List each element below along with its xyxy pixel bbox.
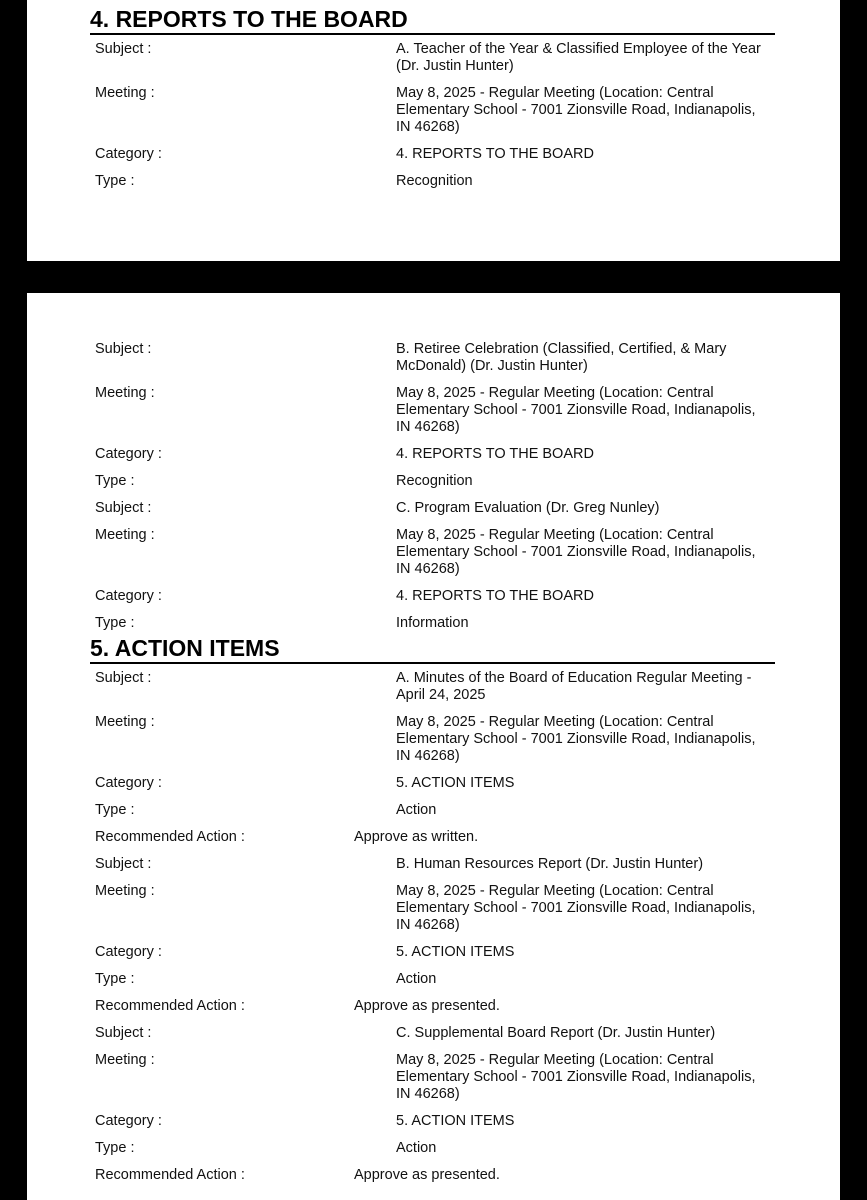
- subject-row: [95, 341, 795, 375]
- subject-row: [95, 856, 795, 873]
- meeting-label: Meeting :: [95, 1052, 155, 1068]
- subject-value: B. Human Resources Report (Dr. Justin Hunter): [396, 856, 704, 872]
- type-label: Type :: [95, 615, 135, 631]
- category-label: Category :: [95, 446, 162, 462]
- subject-value: C. Program Evaluation (Dr. Greg Nunley): [396, 500, 660, 516]
- subject-label: Subject :: [95, 856, 152, 872]
- type-row: [95, 802, 795, 819]
- subject-value: C. Supplemental Board Report (Dr. Justin Hunter): [396, 1025, 716, 1041]
- category-value: 5. ACTION ITEMS: [396, 944, 515, 960]
- meeting-row: [95, 385, 795, 436]
- meeting-label: Meeting :: [95, 527, 155, 543]
- subject-label: Subject :: [95, 41, 152, 57]
- subject-value: B. Retiree Celebration (Classified, Certified, & Mary McDonald) (Dr. Justin Hunter): [396, 341, 727, 374]
- section-4-continued: [95, 341, 795, 642]
- meeting-label: Meeting :: [95, 85, 155, 101]
- category-row: [95, 588, 795, 605]
- page-1: [27, 0, 840, 261]
- meeting-row: [95, 1052, 795, 1103]
- category-row: [95, 944, 795, 961]
- category-row: [95, 446, 795, 463]
- type-value: Recognition: [396, 173, 473, 189]
- type-row: [95, 971, 795, 988]
- category-value: 4. REPORTS TO THE BOARD: [396, 588, 594, 604]
- subject-value: A. Minutes of the Board of Education Regular Meeting - April 24, 2025: [396, 670, 752, 703]
- meeting-value: May 8, 2025 - Regular Meeting (Location: Central Elementary School - 7001 Zionsville Road, Indianapolis, IN 46268): [396, 85, 756, 135]
- category-value: 5. ACTION ITEMS: [396, 1113, 515, 1129]
- type-row: [95, 473, 795, 490]
- subject-label: Subject :: [95, 670, 152, 686]
- recommended-action-row: [95, 829, 795, 846]
- type-row: [95, 173, 795, 190]
- meeting-value: May 8, 2025 - Regular Meeting (Location: Central Elementary School - 7001 Zionsville Road, Indianapolis, IN 46268): [396, 714, 756, 764]
- type-label: Type :: [95, 473, 135, 489]
- recommended-action-value: Approve as presented.: [354, 1167, 500, 1183]
- recommended-action-value: Approve as presented.: [354, 998, 500, 1014]
- category-value: 4. REPORTS TO THE BOARD: [396, 446, 594, 462]
- category-row: [95, 775, 795, 792]
- type-label: Type :: [95, 802, 135, 818]
- category-label: Category :: [95, 146, 162, 162]
- section-heading-action-items: 5. ACTION ITEMS: [90, 635, 775, 664]
- category-label: Category :: [95, 944, 162, 960]
- meeting-row: [95, 85, 795, 136]
- subject-row: [95, 1025, 795, 1042]
- category-value: 5. ACTION ITEMS: [396, 775, 515, 791]
- subject-label: Subject :: [95, 500, 152, 516]
- item-4a: [95, 41, 795, 200]
- section-heading-reports: 4. REPORTS TO THE BOARD: [90, 6, 775, 35]
- recommended-action-label: Recommended Action :: [95, 1167, 245, 1183]
- recommended-action-label: Recommended Action :: [95, 829, 245, 845]
- subject-label: Subject :: [95, 341, 152, 357]
- type-row: [95, 615, 795, 632]
- meeting-label: Meeting :: [95, 714, 155, 730]
- category-label: Category :: [95, 775, 162, 791]
- type-value: Action: [396, 802, 437, 818]
- category-value: 4. REPORTS TO THE BOARD: [396, 146, 594, 162]
- page-2: [27, 293, 840, 1200]
- type-value: Action: [396, 1140, 437, 1156]
- meeting-label: Meeting :: [95, 883, 155, 899]
- subject-row: [95, 670, 795, 704]
- subject-row: [95, 41, 795, 75]
- type-value: Recognition: [396, 473, 473, 489]
- category-row: [95, 1113, 795, 1130]
- recommended-action-label: Recommended Action :: [95, 998, 245, 1014]
- category-label: Category :: [95, 1113, 162, 1129]
- type-value: Information: [396, 615, 469, 631]
- recommended-action-row: [95, 1167, 795, 1184]
- subject-row: [95, 500, 795, 517]
- meeting-label: Meeting :: [95, 385, 155, 401]
- category-row: [95, 146, 795, 163]
- type-value: Action: [396, 971, 437, 987]
- meeting-value: May 8, 2025 - Regular Meeting (Location: Central Elementary School - 7001 Zionsville Road, Indianapolis, IN 46268): [396, 385, 756, 435]
- meeting-row: [95, 527, 795, 578]
- section-5: [95, 670, 795, 1194]
- meeting-value: May 8, 2025 - Regular Meeting (Location: Central Elementary School - 7001 Zionsville Road, Indianapolis, IN 46268): [396, 883, 756, 933]
- type-label: Type :: [95, 1140, 135, 1156]
- meeting-value: May 8, 2025 - Regular Meeting (Location: Central Elementary School - 7001 Zionsville Road, Indianapolis, IN 46268): [396, 527, 756, 577]
- type-label: Type :: [95, 173, 135, 189]
- recommended-action-row: [95, 998, 795, 1015]
- type-row: [95, 1140, 795, 1157]
- meeting-row: [95, 714, 795, 765]
- type-label: Type :: [95, 971, 135, 987]
- category-label: Category :: [95, 588, 162, 604]
- subject-value: A. Teacher of the Year & Classified Employee of the Year (Dr. Justin Hunter): [396, 41, 761, 74]
- meeting-value: May 8, 2025 - Regular Meeting (Location: Central Elementary School - 7001 Zionsville Road, Indianapolis, IN 46268): [396, 1052, 756, 1102]
- recommended-action-value: Approve as written.: [354, 829, 479, 845]
- meeting-row: [95, 883, 795, 934]
- subject-label: Subject :: [95, 1025, 152, 1041]
